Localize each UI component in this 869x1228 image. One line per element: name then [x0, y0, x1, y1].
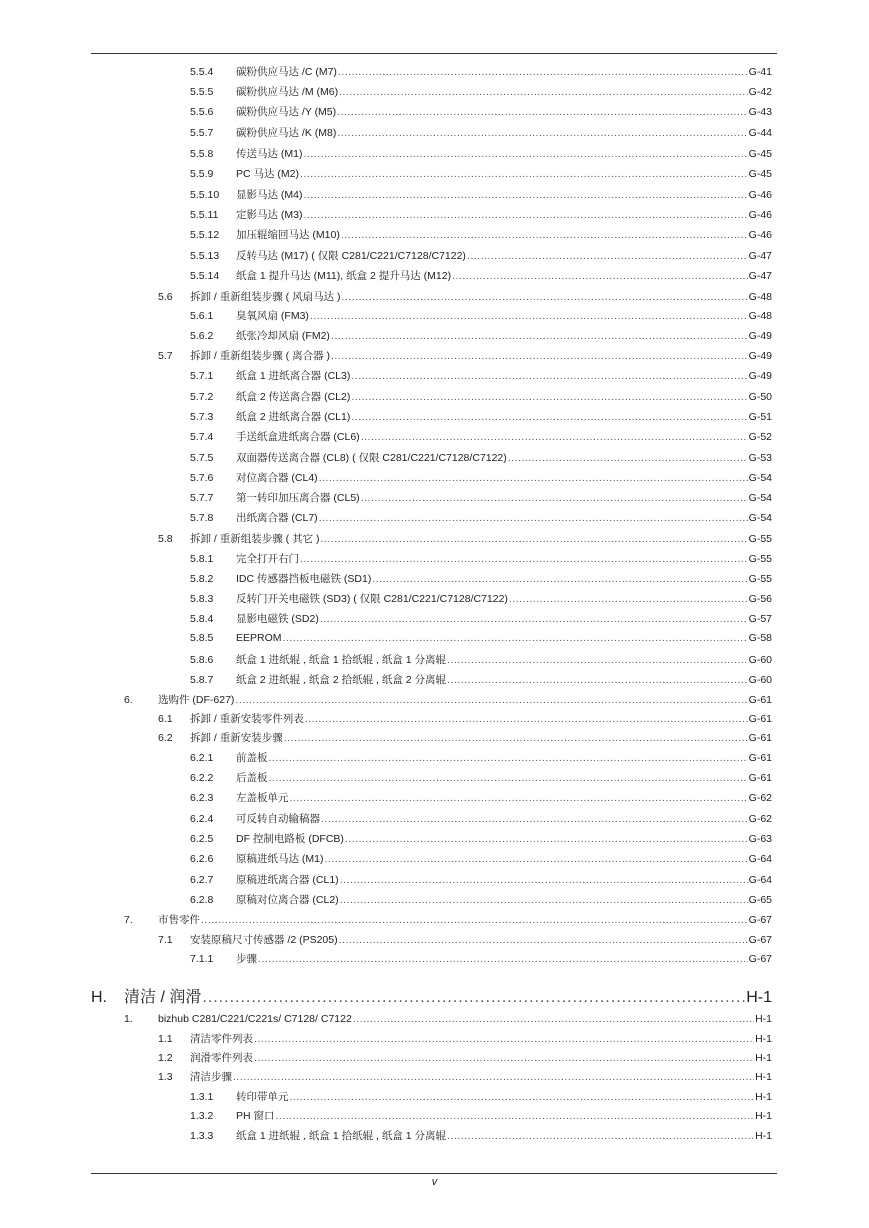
toc-entry-page: G-67: [748, 914, 772, 926]
toc-entry-title: 对位离合器 (CL4): [236, 472, 318, 484]
toc-dot-leader: [339, 934, 748, 947]
toc-entry-page: H-1: [755, 1091, 772, 1103]
toc-entry-title: 加压辊缩回马达 (M10): [236, 229, 340, 241]
toc-entry-title: 原稿对位离合器 (CL2): [236, 894, 339, 906]
toc-dot-leader: [310, 310, 748, 323]
toc-entry[interactable]: [190, 813, 772, 826]
toc-entry-title: 纸盒 2 传送离合器 (CL2): [236, 391, 351, 403]
toc-entry[interactable]: [158, 350, 772, 363]
toc-entry-title: 原稿进纸离合器 (CL1): [236, 874, 339, 886]
toc-entry-number: 1.1: [158, 1033, 173, 1045]
toc-dot-leader: [345, 833, 748, 846]
toc-dot-leader: [331, 330, 748, 343]
toc-entry-title: 碳粉供应马达 /Y (M5): [236, 106, 337, 118]
toc-dot-leader: [325, 853, 748, 866]
toc-entry-page: G-55: [748, 533, 772, 545]
toc-dot-leader: [233, 1071, 754, 1084]
toc-dot-leader: [321, 813, 748, 826]
toc-entry-title: 清洁步骤: [190, 1071, 232, 1083]
toc-entry[interactable]: [190, 512, 772, 525]
toc-entry-page: G-45: [748, 148, 772, 160]
toc-dot-leader: [304, 148, 748, 161]
toc-entry-page: G-67: [748, 953, 772, 965]
toc-entry-page: G-52: [748, 431, 772, 443]
toc-entry-page: G-54: [748, 492, 772, 504]
toc-dot-leader: [283, 632, 748, 645]
toc-entry-number: 6.2.2: [190, 772, 214, 784]
toc-entry-number: 5.5.5: [190, 86, 214, 98]
toc-entry[interactable]: [190, 431, 772, 444]
toc-entry-number: 5.7.7: [190, 492, 214, 504]
toc-entry-title: 纸盒 1 提升马达 (M11), 纸盒 2 提升马达 (M12): [236, 270, 452, 282]
toc-entry-page: G-49: [748, 350, 772, 362]
toc-dot-leader: [508, 452, 748, 465]
toc-dot-leader: [338, 66, 748, 79]
toc-dot-leader: [353, 1013, 754, 1026]
toc-dot-leader: [337, 106, 748, 119]
toc-dot-leader: [305, 713, 748, 726]
toc-entry-number: 5.8.6: [190, 654, 214, 666]
toc-entry-number: 5.7.1: [190, 370, 214, 382]
toc-entry[interactable]: [190, 330, 772, 343]
toc-entry-page: G-55: [748, 573, 772, 585]
toc-entry[interactable]: [190, 452, 772, 465]
toc-entry-title: 后盖板: [236, 772, 268, 784]
toc-entry-title: 碳粉供应马达 /K (M8): [236, 127, 337, 139]
toc-dot-leader: [509, 593, 748, 606]
toc-entry-page: G-46: [748, 209, 772, 221]
toc-entry-title: 可反转自动输稿器: [236, 813, 320, 825]
toc-entry[interactable]: [190, 250, 772, 263]
toc-entry-page: G-54: [748, 512, 772, 524]
toc-entry-number: 5.6.2: [190, 330, 214, 342]
toc-entry-page: G-60: [748, 674, 772, 686]
toc-dot-leader: [321, 533, 748, 546]
toc-entry[interactable]: [190, 86, 772, 99]
toc-entry-number: 5.5.7: [190, 127, 214, 139]
toc-entry[interactable]: [158, 713, 772, 726]
toc-entry-number: H.: [91, 989, 107, 1006]
toc-entry-title: 臭氧风扇 (FM3): [236, 310, 309, 322]
toc-entry-number: 1.3.2: [190, 1110, 214, 1122]
toc-entry[interactable]: [190, 833, 772, 846]
toc-entry-title: 拆卸 / 重新组装步骤 ( 其它 ): [190, 533, 320, 545]
toc-entry-title: 纸盒 1 进纸离合器 (CL3): [236, 370, 351, 382]
toc-entry-number: 6.: [124, 694, 133, 706]
page-number: v: [431, 1176, 438, 1188]
toc-entry-title: 拆卸 / 重新安装步骤: [190, 732, 283, 744]
toc-entry-page: G-61: [748, 752, 772, 764]
toc-entry[interactable]: [190, 874, 772, 887]
header-rule: [91, 53, 777, 54]
toc-dot-leader: [340, 874, 748, 887]
toc-entry[interactable]: [190, 573, 772, 586]
toc-entry[interactable]: [158, 291, 772, 304]
toc-entry[interactable]: [190, 310, 772, 323]
toc-entry-number: 5.8.7: [190, 674, 214, 686]
toc-entry-number: 1.: [124, 1013, 133, 1025]
toc-entry[interactable]: [190, 593, 772, 606]
toc-entry-page: G-62: [748, 792, 772, 804]
toc-dot-leader: [269, 752, 748, 765]
toc-entry[interactable]: [190, 370, 772, 383]
toc-entry-title: 纸盒 2 进纸辊 , 纸盒 2 拾纸辊 , 纸盒 2 分离辊: [236, 674, 447, 686]
toc-entry-number: 5.7.2: [190, 391, 214, 403]
toc-entry-title: 前盖板: [236, 752, 268, 764]
toc-entry-number: 5.8.2: [190, 573, 214, 585]
toc-dot-leader: [341, 229, 748, 242]
toc-dot-leader: [351, 391, 747, 404]
toc-entry-page: G-64: [748, 874, 772, 886]
toc-dot-leader: [372, 573, 747, 586]
toc-entry-title: EEPROM: [236, 632, 282, 644]
toc-entry-page: G-42: [748, 86, 772, 98]
toc-dot-leader: [290, 792, 748, 805]
toc-entry[interactable]: [124, 694, 772, 707]
toc-entry-number: 5.8.5: [190, 632, 214, 644]
toc-dot-leader: [235, 694, 747, 707]
toc-entry-title: 润滑零件列表: [190, 1052, 253, 1064]
toc-entry-page: G-61: [748, 694, 772, 706]
toc-entry-number: 5.5.4: [190, 66, 214, 78]
toc-dot-leader: [447, 674, 748, 687]
toc-entry-page: G-47: [748, 250, 772, 262]
toc-entry-number: 5.6.1: [190, 310, 214, 322]
toc-entry-number: 5.7.4: [190, 431, 214, 443]
toc-entry-title: 双面器传送离合器 (CL8) ( 仅限 C281/C221/C7128/C7122): [236, 452, 507, 464]
toc-entry-title: 左盖板单元: [236, 792, 289, 804]
toc-entry[interactable]: [190, 229, 772, 242]
toc-entry-title: 传送马达 (M1): [236, 148, 303, 160]
toc-entry-page: G-60: [748, 654, 772, 666]
toc-entry-title: 反转马达 (M17) ( 仅限 C281/C221/C7128/C7122): [236, 250, 466, 262]
toc-dot-leader: [447, 1130, 754, 1143]
toc-entry[interactable]: [124, 1013, 772, 1026]
toc-dot-leader: [351, 411, 747, 424]
toc-entry-number: 5.5.10: [190, 189, 220, 201]
toc-dot-leader: [269, 772, 748, 785]
toc-entry-number: 1.3.1: [190, 1091, 214, 1103]
toc-entry-title: PH 窗口: [236, 1110, 275, 1122]
toc-dot-leader: [254, 1052, 754, 1065]
toc-dot-leader: [284, 732, 748, 745]
toc-entry-page: G-49: [748, 330, 772, 342]
toc-dot-leader: [201, 914, 748, 927]
toc-entry-page: H-1: [755, 1071, 772, 1083]
toc-entry-page: G-45: [748, 168, 772, 180]
toc-entry-number: 5.7.8: [190, 512, 214, 524]
toc-entry[interactable]: [190, 106, 772, 119]
toc-dot-leader: [290, 1091, 755, 1104]
toc-entry-page: G-51: [748, 411, 772, 423]
toc-dot-leader: [337, 127, 747, 140]
toc-entry-number: 5.5.6: [190, 106, 214, 118]
toc-entry[interactable]: [190, 1130, 772, 1143]
toc-entry[interactable]: [190, 391, 772, 404]
toc-entry-title: 清洁 / 润滑: [124, 989, 202, 1006]
toc-entry[interactable]: [190, 632, 772, 645]
toc-entry-page: H-1: [755, 1130, 772, 1142]
toc-entry-page: G-49: [748, 370, 772, 382]
toc-entry-title: 显影电磁铁 (SD2): [236, 613, 319, 625]
toc-entry-title: 碳粉供应马达 /M (M6): [236, 86, 339, 98]
toc-entry-title: 出纸离合器 (CL7): [236, 512, 318, 524]
toc-entry-page: H-1: [755, 1110, 772, 1122]
toc-entry-title: 纸盒 1 进纸辊 , 纸盒 1 拾纸辊 , 纸盒 1 分离辊: [236, 1130, 447, 1142]
toc-entry-page: G-57: [748, 613, 772, 625]
toc-entry-title: PC 马达 (M2): [236, 168, 299, 180]
footer-rule: [91, 1173, 777, 1174]
toc-entry-number: 1.2: [158, 1052, 173, 1064]
toc-entry-number: 7.1: [158, 934, 173, 946]
toc-entry-title: 纸张冷却风扇 (FM2): [236, 330, 330, 342]
toc-entry-number: 5.8.4: [190, 613, 214, 625]
toc-entry-title: DF 控制电路板 (DFCB): [236, 833, 344, 845]
toc-entry-title: 选购件 (DF-627): [158, 694, 235, 706]
toc-entry-page: G-67: [748, 934, 772, 946]
toc-entry-title: 纸盒 2 进纸离合器 (CL1): [236, 411, 351, 423]
toc-dot-leader: [340, 894, 748, 907]
toc-entry-number: 5.5.9: [190, 168, 214, 180]
toc-entry-page: G-41: [748, 66, 772, 78]
toc-entry-title: 转印带单元: [236, 1091, 289, 1103]
toc-entry-title: 市售零件: [158, 914, 200, 926]
toc-entry-title: 第一转印加压离合器 (CL5): [236, 492, 360, 504]
toc-entry[interactable]: [190, 492, 772, 505]
toc-entry[interactable]: [190, 127, 772, 140]
toc-dot-leader: [254, 1033, 754, 1046]
toc-dot-leader: [331, 350, 748, 363]
toc-entry[interactable]: [158, 1052, 772, 1065]
toc-entry-page: G-55: [748, 553, 772, 565]
toc-entry[interactable]: [190, 1110, 772, 1123]
toc-entry[interactable]: [190, 953, 772, 966]
toc-entry[interactable]: [190, 472, 772, 485]
toc-entry[interactable]: [158, 1033, 772, 1046]
toc-entry-number: 5.5.8: [190, 148, 214, 160]
toc-entry-title: 完全打开右门: [236, 553, 299, 565]
toc-entry-page: G-44: [748, 127, 772, 139]
toc-entry-page: G-64: [748, 853, 772, 865]
toc-entry-number: 6.2.6: [190, 853, 214, 865]
toc-entry-number: 7.1.1: [190, 953, 214, 965]
toc-entry-title: 清洁零件列表: [190, 1033, 253, 1045]
toc-entry[interactable]: [158, 732, 772, 745]
toc-dot-leader: [300, 553, 748, 566]
toc-entry-number: 6.2.4: [190, 813, 214, 825]
toc-entry[interactable]: [190, 674, 772, 687]
toc-entry-page: G-58: [748, 632, 772, 644]
toc-entry-page: G-65: [748, 894, 772, 906]
toc-entry[interactable]: [190, 654, 772, 667]
toc-entry-number: 1.3: [158, 1071, 173, 1083]
toc-entry-page: G-43: [748, 106, 772, 118]
toc-entry-page: G-46: [748, 189, 772, 201]
toc-dot-leader: [467, 250, 748, 263]
toc-entry-page: G-61: [748, 732, 772, 744]
toc-entry[interactable]: [190, 553, 772, 566]
toc-entry[interactable]: [190, 270, 772, 283]
toc-dot-leader: [361, 492, 748, 505]
toc-entry-number: 6.2: [158, 732, 173, 744]
toc-entry-page: H-1: [746, 989, 772, 1006]
toc-entry-title: 显影马达 (M4): [236, 189, 303, 201]
toc-entry-number: 5.5.11: [190, 209, 219, 221]
toc-entry-title: 拆卸 / 重新组装步骤 ( 风扇马达 ): [190, 291, 341, 303]
toc-entry-number: 6.2.7: [190, 874, 214, 886]
toc-entry[interactable]: [91, 988, 772, 1008]
toc-entry-title: 步骤: [236, 953, 257, 965]
toc-dot-leader: [304, 189, 748, 202]
toc-entry-page: G-54: [748, 472, 772, 484]
toc-entry-number: 5.8.1: [190, 553, 214, 565]
toc-dot-leader: [276, 1110, 755, 1123]
toc-entry-number: 6.2.5: [190, 833, 214, 845]
toc-entry-title: 碳粉供应马达 /C (M7): [236, 66, 337, 78]
toc-entry-page: G-46: [748, 229, 772, 241]
toc-entry-page: G-61: [748, 713, 772, 725]
toc-dot-leader: [258, 953, 748, 966]
toc-dot-leader: [304, 209, 748, 222]
toc-entry-page: G-62: [748, 813, 772, 825]
toc-entry-title: 定影马达 (M3): [236, 209, 303, 221]
toc-entry[interactable]: [190, 772, 772, 785]
toc-entry-title: 拆卸 / 重新安装零件列表: [190, 713, 304, 725]
toc-entry-number: 5.7.6: [190, 472, 214, 484]
toc-entry-title: bizhub C281/C221/C221s/ C7128/ C7122: [158, 1013, 352, 1025]
toc-entry-page: H-1: [755, 1013, 772, 1025]
toc-entry-page: H-1: [755, 1052, 772, 1064]
toc-entry[interactable]: [190, 148, 772, 161]
toc-entry-page: G-53: [748, 452, 772, 464]
toc-entry-title: IDC 传感器挡板电磁铁 (SD1): [236, 573, 372, 585]
toc-entry-number: 5.8.3: [190, 593, 214, 605]
toc-entry[interactable]: [190, 189, 772, 202]
toc-entry-number: 7.: [124, 914, 133, 926]
toc-dot-leader: [320, 613, 748, 626]
toc-dot-leader: [339, 86, 748, 99]
toc-entry-page: G-50: [748, 391, 772, 403]
toc-dot-leader: [351, 370, 747, 383]
toc-entry-number: 5.7.5: [190, 452, 214, 464]
toc-entry-number: 5.6: [158, 291, 173, 303]
toc-entry-title: 纸盒 1 进纸辊 , 纸盒 1 拾纸辊 , 纸盒 1 分离辊: [236, 654, 447, 666]
toc-entry[interactable]: [190, 411, 772, 424]
toc-entry-number: 5.8: [158, 533, 173, 545]
toc-entry-number: 5.5.12: [190, 229, 220, 241]
toc-entry-page: G-48: [748, 291, 772, 303]
toc-entry-title: 拆卸 / 重新组装步骤 ( 离合器 ): [190, 350, 330, 362]
toc-entry-number: 6.2.8: [190, 894, 214, 906]
toc-entry-page: G-48: [748, 310, 772, 322]
toc-entry[interactable]: [190, 209, 772, 222]
toc-entry[interactable]: [190, 853, 772, 866]
toc-entry-page: G-63: [748, 833, 772, 845]
toc-entry[interactable]: [158, 1071, 772, 1084]
toc-dot-leader: [452, 270, 748, 283]
toc-entry[interactable]: [158, 533, 772, 546]
toc-entry[interactable]: [190, 1091, 772, 1104]
toc-entry-page: H-1: [755, 1033, 772, 1045]
toc-entry-title: 安装原稿尺寸传感器 /2 (PS205): [190, 934, 338, 946]
toc-entry-page: G-56: [748, 593, 772, 605]
toc-entry[interactable]: [124, 914, 772, 927]
toc-entry[interactable]: [190, 66, 772, 79]
toc-dot-leader: [300, 168, 748, 181]
toc-dot-leader: [447, 654, 748, 667]
toc-entry-number: 5.7.3: [190, 411, 214, 423]
toc-entry-number: 6.1: [158, 713, 173, 725]
toc-entry-number: 5.5.14: [190, 270, 220, 282]
toc-entry-number: 6.2.1: [190, 752, 214, 764]
toc-entry-number: 6.2.3: [190, 792, 214, 804]
toc-entry[interactable]: [190, 894, 772, 907]
toc-entry-number: 5.7: [158, 350, 173, 362]
toc-dot-leader: [319, 472, 748, 485]
toc-dot-leader: [319, 512, 748, 525]
toc-entry-title: 原稿进纸马达 (M1): [236, 853, 324, 865]
toc-entry-title: 反转门开关电磁铁 (SD3) ( 仅限 C281/C221/C7128/C7122): [236, 593, 508, 605]
toc-entry[interactable]: [158, 934, 772, 947]
toc-dot-leader: [202, 988, 745, 1008]
toc-entry[interactable]: [190, 792, 772, 805]
toc-entry[interactable]: [190, 168, 772, 181]
toc-dot-leader: [342, 291, 748, 304]
toc-entry[interactable]: [190, 752, 772, 765]
toc-entry-title: 手送纸盒进纸离合器 (CL6): [236, 431, 360, 443]
toc-entry-number: 5.5.13: [190, 250, 220, 262]
toc-entry-page: G-61: [748, 772, 772, 784]
toc-entry-page: G-47: [748, 270, 772, 282]
toc-entry[interactable]: [190, 613, 772, 626]
toc-dot-leader: [361, 431, 748, 444]
toc-entry-number: 1.3.3: [190, 1130, 214, 1142]
